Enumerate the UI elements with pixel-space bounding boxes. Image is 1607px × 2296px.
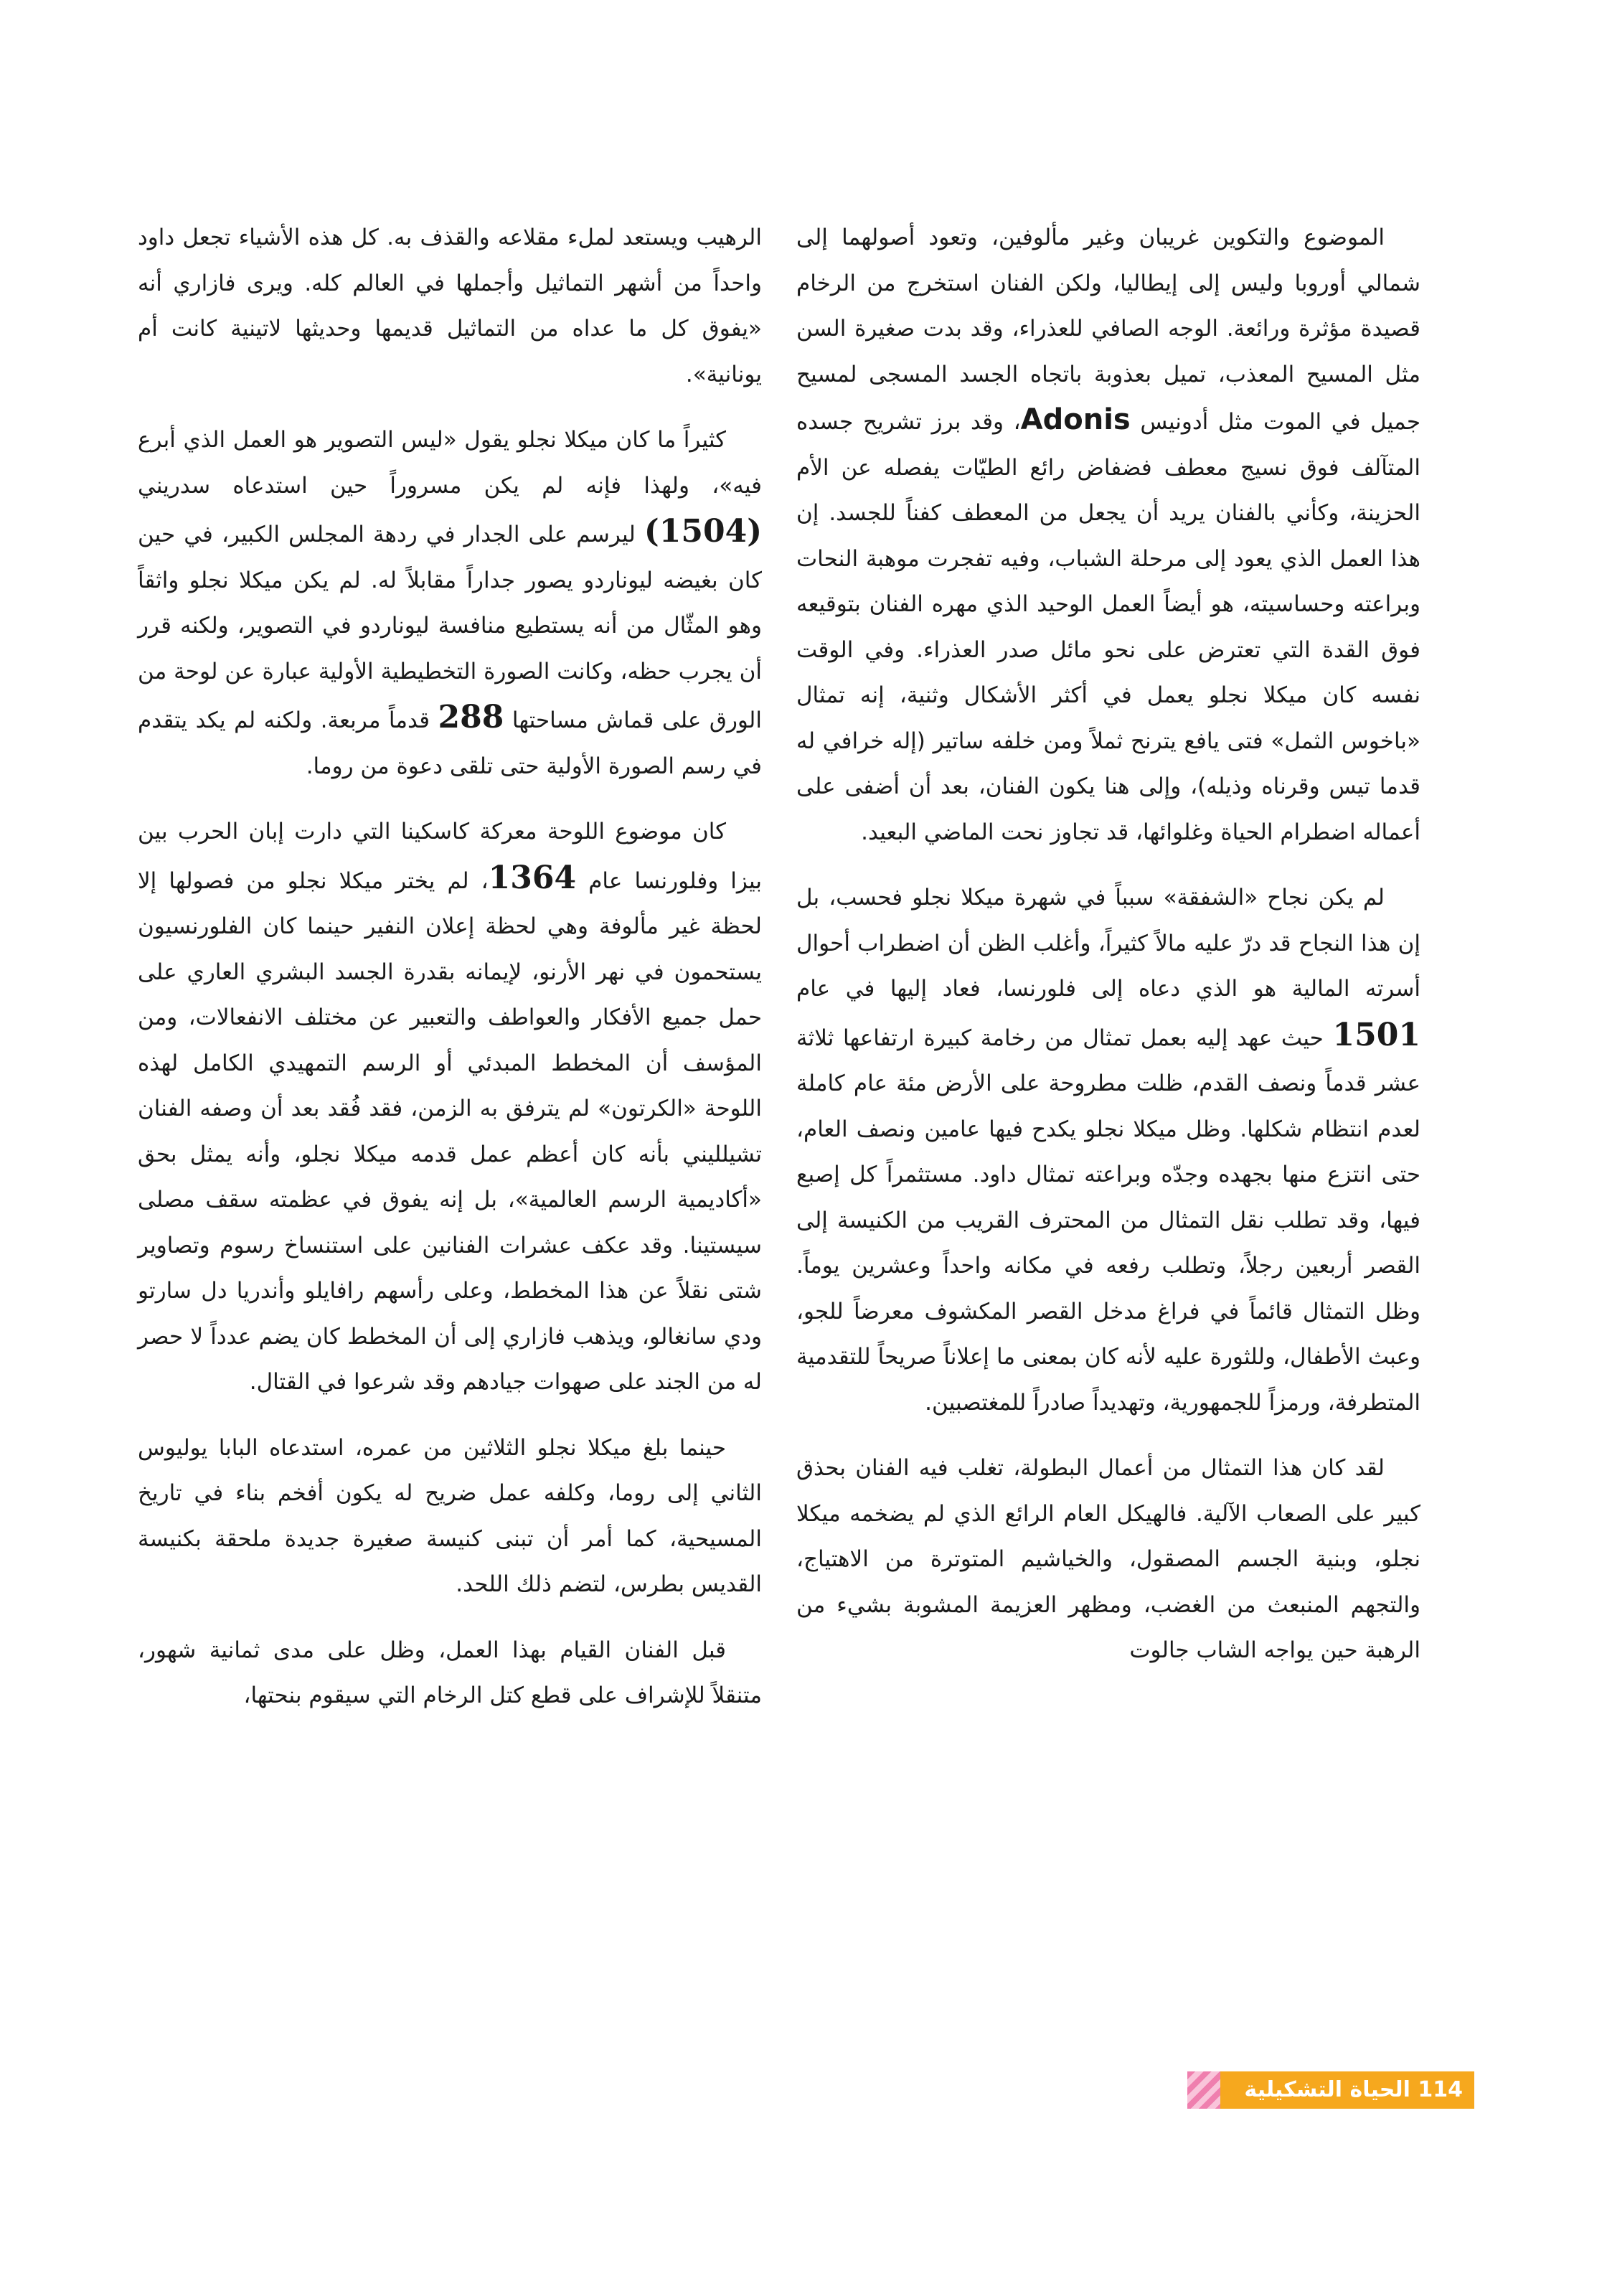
article-paragraph: كان موضوع اللوحة معركة كاسكينا التي دارت إبان الحرب بين بيزا وفلورنسا عام 1364، لم يختر ميكلا نجلو من فصولها إلا لحظة غير مألوفة وهي لحظة إعلان النفير حينما كان الفلورنسيون يستحمون في نهر الأرنو، لإيمانه بقدرة الجسد البشري العاري على حمل جميع الأفكار والعواطف والتعبير عن مختلف الانفعالات، ومن المؤسف أن المخطط المبدئي أو الرسم التمهيدي الكامل لهذه اللوحة «الكرتون» لم يترفق به الزمن، فقد فُقد بعد أن وصفه الفنان تشيلليني بأنه كان أعظم عمل قدمه ميكلا نجلو، وأنه يمثل بحق «أكاديمية الرسم العالمية»، بل إنه يفوق في عظمته سقف مصلى سيستينا. وقد عكف عشرات الفنانين على استنساخ رسوم وتصاوير شتى نقلاً عن هذا المخطط، وعلى رأسهم رافايلو وأندريا دل سارتو ودي سانغالو، ويذهب فازاري إلى أن المخطط كان يضم عدداً لا حصر له من الجند على صهوات جيادهم وقد شرعوا في القتال.	[138, 819, 763, 1395]
article-paragraph: الموضوع والتكوين غريبان وغير مألوفين، وتعود أصولهما إلى شمالي أوروبا وليس إلى إيطاليا، ولكن الفنان استخرج من الرخام قصيدة مؤثرة ورائعة. الوجه الصافي للعذراء، وقد بدت صغيرة السن مثل المسيح المعذب، تميل بعذوبة باتجاه الجسد المسجى لمسيح جميل في الموت مثل أدونيس Adonis، وقد برز تشريح جسده المتآلف فوق نسيج معطف فضفاض رائع الطيّات يفصله عن الأم الحزينة، وكأني بالفنان يريد أن يجعل من المعطف كفناً للجسد. إن هذا العمل الذي يعود إلى مرحلة الشباب، وفيه تفجرت موهبة النحات وبراعته وحساسيته، هو أيضاً العمل الوحيد الذي مهره الفنان بتوقيعه فوق القدة التي تعترض على نحو مائل صدر العذراء. وفي الوقت نفسه كان ميكلا نجلو يعمل في أكثر الأشكال وثنية، إنه تمثال «باخوس الثمل» فتى يافع يترنح ثملاً ومن خلفه ساتير (إله خرافي له قدما تيس وقرناه وذيله)، وإلى هنا يكون الفنان، بعد أن أضفى على أعماله اضطرام الحياة وغلوائها، قد تجاوز نحت الماضي البعيد.	[796, 225, 1421, 845]
article-paragraph: كثيراً ما كان ميكلا نجلو يقول «ليس التصوير هو العمل الذي أبرع فيه»، ولهذا فإنه لم يكن مسروراً حين استدعاه سدريني (1504) ليرسم على الجدار في ردهة المجلس الكبير، في حين كان بغيضه ليوناردو يصور جداراً مقابلاً له. لم يكن ميكلا نجلو واثقاً وهو المثّال من أنه يستطيع منافسة ليوناردو في التصوير، ولكنه قرر أن يجرب حظه، وكانت الصورة التخطيطية الأولية عبارة عن لوحة من الورق على قماش مساحتها 288 قدماً مربعة. ولكنه لم يكد يتقدم في رسم الصورة الأولية حتى تلقى دعوة من روما.	[138, 427, 763, 779]
article-paragraph: قبل الفنان القيام بهذا العمل، وظل على مدى ثمانية شهور، متنقلاً للإشراف على قطع كتل الرخام التي سيقوم بنحتها،	[138, 1637, 762, 1708]
year-number: 1501	[1332, 1016, 1420, 1053]
year-number: 1364	[488, 859, 577, 896]
article-paragraph: لم يكن نجاح «الشفقة» سبباً في شهرة ميكلا نجلو فحسب، بل إن هذا النجاح قد درّ عليه مالاً كثيراً، وأغلب الظن أن اضطراب أحوال أسرته المالية هو الذي دعاه إلى فلورنسا، فعاد إليها في عام 1501 حيث عهد إليه بعمل تمثال من رخامة كبيرة ارتفاعها ثلاثة عشر قدماً ونصف القدم، ظلت مطروحة على الأرض مئة عام كاملة لعدم انتظام شكلها. وظل ميكلا نجلو يكدح فيها عامين ونصف العام، حتى انتزع منها بجهده وجدّه وبراعته تمثال داود. مستثمراً كل إصبع فيها، وقد تطلب نقل التمثال من المحترف القريب من الكنيسة إلى القصر أربعين رجلاً، وتطلب رفعه في مكانه واحداً وعشرين يوماً. وظل التمثال قائماً في فراغ مدخل القصر المكشوف معرضاً للجو، وعبث الأطفال، وللثورة عليه لأنه كان بمعنى ما إعلاناً صريحاً للتقدمية المتطرفة، ورمزاً للجمهورية، وتهديداً صادراً للمغتصبين.	[796, 885, 1420, 1416]
decorative-stripe	[1187, 2071, 1220, 2109]
article-paragraph: حينما بلغ ميكلا نجلو الثلاثين من عمره، استدعاه البابا يوليوس الثاني إلى روما، وكلفه عمل ضريح له يكون أفخم بناء في تاريخ المسيحية، كما أمر أن تبنى كنيسة صغيرة جديدة ملحقة بكنيسة القديس بطرس، لتضم ذلك اللحد.	[138, 1434, 762, 1597]
article-paragraph: الرهيب ويستعد لملء مقلاعه والقذف به. كل هذه الأشياء تجعل داود واحداً من أشهر التماثيل وأجملها في العالم كله. ويرى فازاري أنه «يفوق كل ما عداه من التماثيل قديمها وحديثها لاتينية كانت أم يونانية».	[138, 225, 762, 387]
footer-label	[1244, 2076, 1463, 2104]
article-column-right	[796, 215, 1420, 1694]
area-number: 288	[438, 699, 504, 735]
article-column-left	[138, 215, 762, 1739]
article-paragraph: لقد كان هذا التمثال من أعمال البطولة، تغلب فيه الفنان بحذق كبير على الصعاب الآلية. فالهيكل العام الرائع الذي لم يضخمه ميكلا نجلو، وبنية الجسم المصقول، والخياشيم المتوترة من الاهتياج، والتجهم المنبعث من الغضب، ومظهر العزيمة المشوبة بشيء من الرهبة حين يواجه الشاب جالوت	[796, 1455, 1420, 1663]
footer-banner	[1187, 2071, 1474, 2109]
page-number: 114	[1418, 2077, 1463, 2102]
year-number: (1504)	[644, 513, 763, 550]
latin-word: Adonis	[1020, 403, 1131, 436]
magazine-title: الحياة التشكيلية	[1244, 2077, 1410, 2102]
